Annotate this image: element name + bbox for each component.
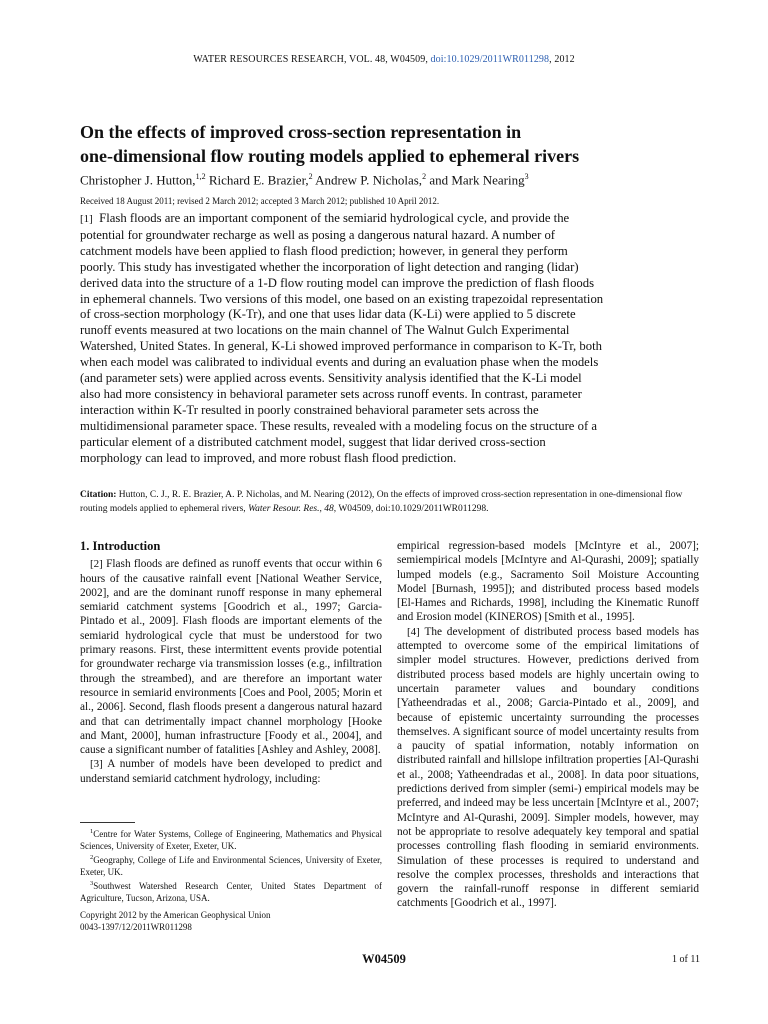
section-heading: 1. Introduction: [80, 539, 161, 553]
author-1: Christopher J. Hutton,: [80, 172, 196, 188]
author-3: Andrew P. Nicholas,: [312, 172, 423, 188]
title-line-2: one-dimensional flow routing models applied to ephemeral rivers: [80, 146, 580, 166]
paragraph-4-text: The development of distributed process based models has attempted to overcome some of the empirical limitations of simpler model structures. However, predictions derived from distributed process based models are highly uncertain owing to uncertain parameter values and boundary conditions [Yatheendradas et al., 2008; Garcia-Pintado et al., 2009], and because of epistemic uncertainty surrounding the processes themselves. A significant source of model uncertainty results from a paucity of spatial information, notably information on distributed rainfall and hillslope infiltration properties [Al-Qurashi et al., 2008; Yatheendradas et al., 2008]. In data poor situations, predictions derived from simpler (semi-) empirical models may be preferred, and indeed may be less uncertain [McIntyre et al., 2007; McIntyre and Al-Qurashi, 2009]. Simpler models, however, may not be appropriate to resolve adequately key temporal and spatial processes controlling flash flooding in semiarid environments. Simulation of these processes is required to understand and resolve the complex processes, thresholds and interactions that govern the rainfall-runoff response in different semiarid catchments [Goodrich et al., 1997].: [397, 625, 699, 910]
footnote-1-text: Centre for Water Systems, College of Engineering, Mathematics and Physical Sciences, University of Exeter, Exeter, UK.: [80, 829, 382, 851]
author-4: and Mark Nearing: [426, 172, 525, 188]
footnote-2: [80, 852, 382, 878]
author-list: [80, 172, 700, 188]
footnote-divider: [80, 822, 135, 823]
copyright-notice: [80, 909, 382, 933]
paragraph-4: [397, 625, 699, 911]
author-2-affil: 2: [308, 172, 313, 181]
citation-block: [80, 488, 700, 516]
author-3-affil: 2: [422, 172, 427, 181]
paragraph-3-marker: [3]: [90, 758, 103, 771]
abstract-paragraph-marker: [1]: [80, 213, 93, 225]
abstract-text: Flash floods are an important component of the semiarid hydrological cycle, and provide the potential for groundwater recharge as well as posing a dangerous natural hazard. A number of catchment models have been applied to flash flood prediction; however, in general they perform poorly. This study has investigated whether the incorporation of light detection and ranging (lidar) derived data into the structure of a 1-D flow routing model can improve the prediction of flash floods in ephemeral channels. Two versions of this model, one based on an existing trapezoidal representation of cross-section morphology (K-Tr), and one that uses lidar data (K-Li) were applied to 5 discrete runoff events measured at two locations on the main channel of The Walnut Gulch Experimental Watershed, United States. In general, K-Li showed improved performance in comparison to K-Tr, both when each model was calibrated to individual events and during an evaluation phase when the models (and parameter sets) were applied across events. Sensitivity analysis identified that the K-Li model also had more consistency in behavioral parameter sets across runoff events. In contrast, parameter interaction within K-Tr resulted in poorly constrained behavioral parameter sets across the multidimensional parameter space. These results, revealed with a modeling focus on the structure of a particular element of a distributed catchment model, suggest that lidar derived cross-section morphology can lead to improved, and more robust flash flood prediction.: [80, 211, 604, 465]
author-4-affil: 3: [524, 172, 529, 181]
received-dates: Received 18 August 2011; revised 2 March 2012; accepted 3 March 2012; published 10 April 2012.: [80, 196, 440, 206]
citation-text: Hutton, C. J., R. E. Brazier, A. P. Nicholas, and M. Nearing (2012), On the effects of improved cross-section representation in one-dimensional flow routing models applied to ephemeral rivers,: [80, 490, 683, 514]
copyright-line: Copyright 2012 by the American Geophysical Union: [80, 910, 271, 920]
left-column: [80, 539, 382, 786]
header-year: , 2012: [549, 54, 575, 65]
citation-sep: ,: [319, 504, 325, 514]
footnote-3-marker: 3: [90, 880, 94, 887]
page-number: 1 of 11: [672, 954, 700, 965]
footnote-3-text: Southwest Watershed Research Center, United States Department of Agriculture, Tucson, Arizona, USA.: [80, 881, 382, 903]
paragraph-2: [80, 557, 382, 757]
issn-line: 0043-1397/12/2011WR011298: [80, 922, 192, 932]
paragraph-3-continued: empirical regression-based models [McIntyre et al., 2007]; semiempirical models [McIntyre and Al-Qurashi, 2009]; spatially lumped models (e.g., Sacramento Soil Moisture Accounting Model [Burnash, 1995]); and distributed process based models [El-Hames and Richards, 1998], including the Kinematic Runoff and Erosion model (KINEROS) [Smith et al., 1995].: [397, 540, 699, 624]
author-2: Richard E. Brazier,: [205, 172, 309, 188]
paragraph-2-text: Flash floods are defined as runoff events that occur within 6 hours of the causative rainfall event [National Weather Service, 2002], and are the dominant runoff response in many ephemeral semiarid catchment systems [Goodrich et al., 1997; Garcia-Pintado et al., 2009]. Flash floods are important elements of the semiarid hydrological cycle that must be understood for two primary reasons. First, these intermittent events provide potential for groundwater recharge via transmission losses (e.g., infiltration through the streambed), and are therefore an important water resource in semiarid environments [Coes and Pool, 2005; Morin et al., 2006]. Second, flash floods present a dangerous natural hazard and that can detrimentally impact channel morphology [Hooke and Mant, 2000], human infrastructure [Foody et al., 2004], and cause a significant number of fatalities [Ashley and Ashley, 2008].: [80, 558, 382, 757]
paragraph-2-marker: [2]: [90, 558, 103, 571]
doi-link[interactable]: doi:10.1029/2011WR011298: [430, 54, 550, 65]
paragraph-3-text: A number of models have been developed to predict and understand semiarid catchment hydrology, including:: [80, 758, 383, 785]
citation-label: Citation:: [80, 490, 117, 500]
citation-doi: , W04509, doi:10.1029/2011WR011298.: [333, 504, 489, 514]
journal-info: WATER RESOURCES RESEARCH, VOL. 48, W04509,: [193, 54, 428, 65]
footnote-1: [80, 826, 382, 852]
right-column: [397, 539, 699, 911]
footnote-3: [80, 878, 382, 904]
footnote-2-text: Geography, College of Life and Environmental Sciences, University of Exeter, Exeter, UK.: [80, 855, 382, 877]
running-header: [0, 54, 768, 65]
footnote-1-marker: 1: [90, 828, 94, 835]
title-line-1: On the effects of improved cross-section representation in: [80, 122, 522, 142]
citation-volume: 48: [324, 504, 334, 514]
paper-title: [80, 120, 700, 168]
affiliation-footnotes: [80, 826, 382, 904]
footnote-2-marker: 2: [90, 854, 94, 861]
article-id-footer: W04509: [362, 952, 406, 966]
author-1-affil: 1,2: [195, 172, 206, 181]
abstract: [80, 211, 605, 467]
paragraph-4-marker: [4]: [407, 625, 420, 638]
citation-journal: Water Resour. Res.: [248, 504, 320, 514]
paragraph-3: [80, 757, 382, 786]
